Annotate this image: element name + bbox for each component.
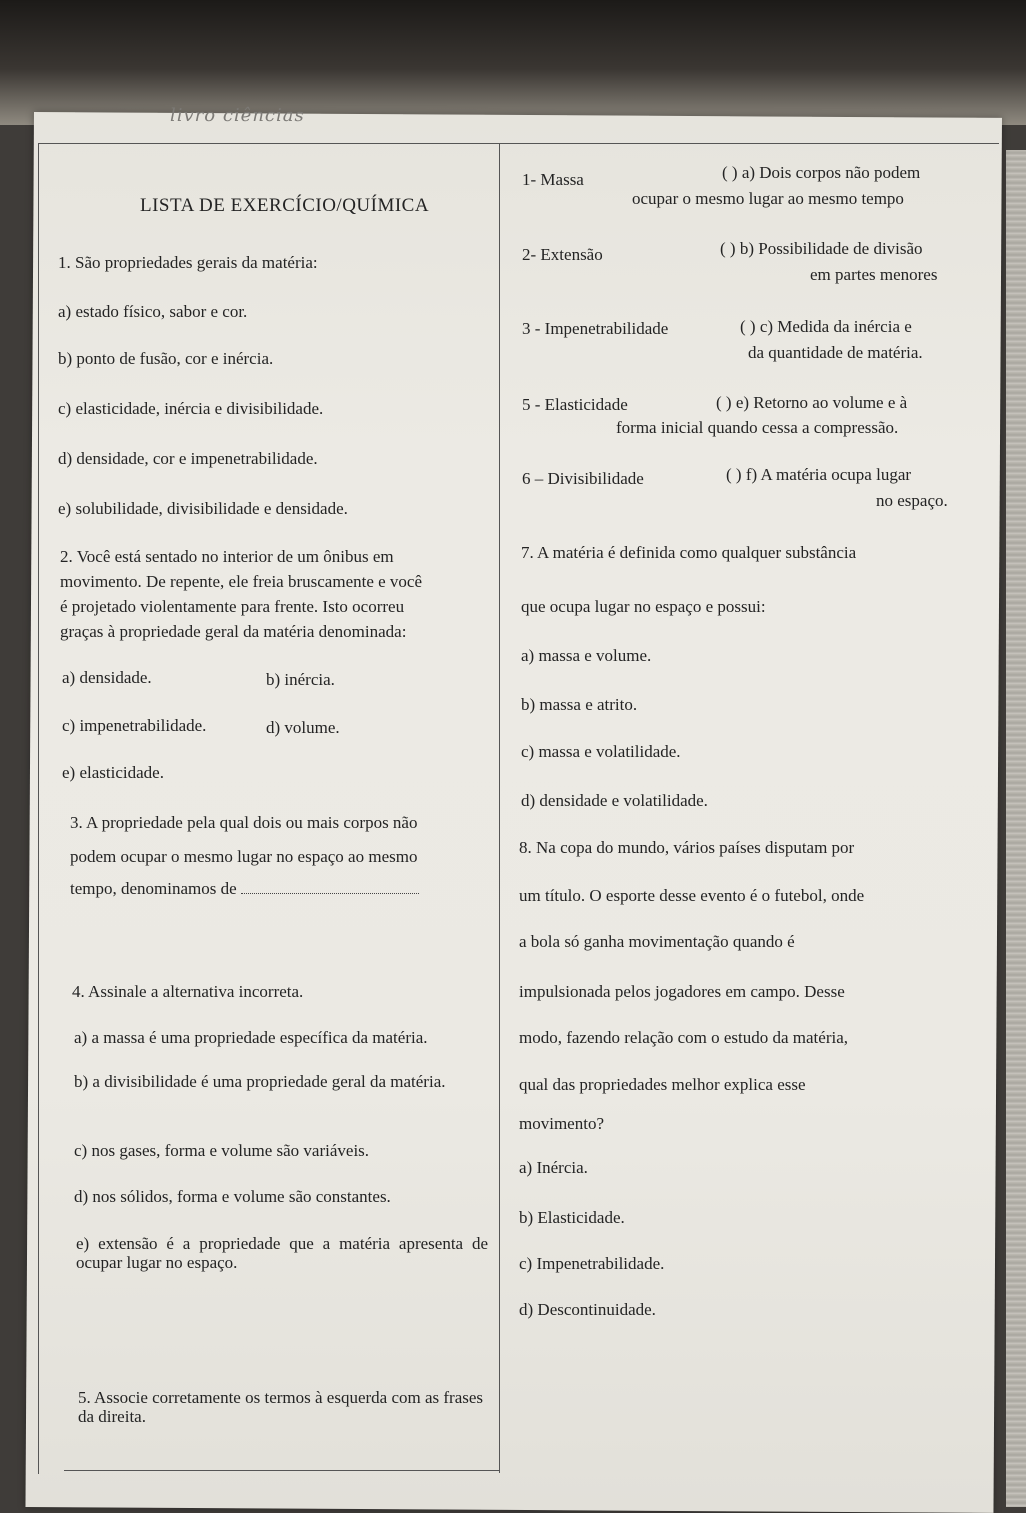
column-divider [499, 143, 500, 1473]
q5-term-6: 6 – Divisibilidade [522, 469, 644, 488]
q2-option-d: d) volume. [266, 718, 340, 737]
q7-option-c: c) massa e volatilidade. [521, 742, 681, 761]
q1-option-d: d) densidade, cor e impenetrabilidade. [58, 449, 318, 468]
q5-term-1: 1- Massa [522, 170, 584, 189]
q1-text: 1. São propriedades gerais da matéria: [58, 253, 318, 272]
q3-line-2: podem ocupar o mesmo lugar no espaço ao mesmo [70, 847, 418, 866]
q2-line-1: 2. Você está sentado no interior de um ônibus em [60, 547, 394, 566]
q8-option-d: d) Descontinuidade. [519, 1300, 656, 1319]
handwritten-note: livro ciências [170, 105, 305, 126]
q2-option-e: e) elasticidade. [62, 763, 164, 782]
q7-option-d: d) densidade e volatilidade. [521, 791, 708, 810]
q4-option-c: c) nos gases, forma e volume são variáveis. [74, 1141, 370, 1160]
q4-option-b: b) a divisibilidade é uma propriedade geral da matéria. [74, 1072, 446, 1091]
q7-option-a: a) massa e volume. [521, 646, 652, 665]
q5-phrase-e-line-2: forma inicial quando cessa a compressão. [616, 418, 899, 437]
q5-text: 5. Associe corretamente os termos à esquerda com as frases da direita. [78, 1388, 484, 1426]
q7-line-2: que ocupa lugar no espaço e possui: [521, 597, 766, 616]
page-stack-edge [1006, 150, 1026, 1507]
q2-option-b: b) inércia. [266, 670, 335, 689]
bottom-rule [64, 1470, 499, 1471]
q5-term-2: 2- Extensão [522, 245, 603, 264]
q1-option-e: e) solubilidade, divisibilidade e densidade. [58, 499, 348, 518]
q8-line-7: movimento? [519, 1114, 604, 1133]
q2-option-c: c) impenetrabilidade. [62, 716, 207, 735]
q3-line-3 [70, 878, 419, 900]
q3-line-3-text: tempo, denominamos de [70, 879, 237, 898]
q5-phrase-c-line-1: ( ) c) Medida da inércia e [740, 317, 912, 336]
q3-line-1: 3. A propriedade pela qual dois ou mais corpos não [70, 813, 418, 832]
q1-option-c: c) elasticidade, inércia e divisibilidade. [58, 399, 324, 418]
q5-phrase-b-line-1: ( ) b) Possibilidade de divisão [720, 239, 923, 258]
q2-line-4: graças à propriedade geral da matéria denominada: [60, 622, 407, 641]
q7-line-1: 7. A matéria é definida como qualquer substância [521, 543, 857, 562]
worksheet-title: LISTA DE EXERCÍCIO/QUÍMICA [140, 195, 430, 216]
q8-option-a: a) Inércia. [519, 1158, 588, 1177]
q1-option-a: a) estado físico, sabor e cor. [58, 302, 248, 321]
q8-option-b: b) Elasticidade. [519, 1208, 625, 1227]
q8-line-5: modo, fazendo relação com o estudo da matéria, [519, 1028, 849, 1047]
q5-phrase-c-line-2: da quantidade de matéria. [748, 343, 923, 362]
q5-phrase-f-line-2: no espaço. [876, 491, 948, 510]
q8-option-c: c) Impenetrabilidade. [519, 1254, 665, 1273]
photo-background-top [0, 0, 1026, 125]
q8-line-1: 8. Na copa do mundo, vários países disputam por [519, 838, 855, 857]
q5-phrase-b-line-2: em partes menores [810, 265, 938, 284]
q4-text: 4. Assinale a alternativa incorreta. [72, 982, 304, 1001]
q8-line-3: a bola só ganha movimentação quando é [519, 932, 795, 951]
q2-option-a: a) densidade. [62, 668, 152, 687]
q8-line-2: um título. O esporte desse evento é o futebol, onde [519, 886, 865, 905]
q2-line-3: é projetado violentamente para frente. Isto ocorreu [60, 597, 405, 616]
q8-line-4: impulsionada pelos jogadores em campo. Desse [519, 982, 845, 1001]
q5-phrase-e-line-1: ( ) e) Retorno ao volume e à [716, 393, 908, 412]
q1-option-b: b) ponto de fusão, cor e inércia. [58, 349, 274, 368]
q5-term-3: 3 - Impenetrabilidade [522, 319, 669, 338]
q8-line-6: qual das propriedades melhor explica esse [519, 1075, 806, 1094]
q4-option-a: a) a massa é uma propriedade específica da matéria. [74, 1028, 428, 1047]
q4-option-e: e) extensão é a propriedade que a matéria apresenta de ocupar lugar no espaço. [76, 1234, 488, 1272]
q7-option-b: b) massa e atrito. [521, 695, 638, 714]
q5-phrase-f-line-1: ( ) f) A matéria ocupa lugar [726, 465, 912, 484]
q5-phrase-a-line-1: ( ) a) Dois corpos não podem [722, 163, 921, 182]
q5-term-5: 5 - Elasticidade [522, 395, 628, 414]
q5-phrase-a-line-2: ocupar o mesmo lugar ao mesmo tempo [632, 189, 904, 208]
q3-answer-blank[interactable] [241, 879, 419, 894]
q2-line-2: movimento. De repente, ele freia bruscamente e você [60, 572, 423, 591]
q4-option-d: d) nos sólidos, forma e volume são constantes. [74, 1187, 391, 1206]
